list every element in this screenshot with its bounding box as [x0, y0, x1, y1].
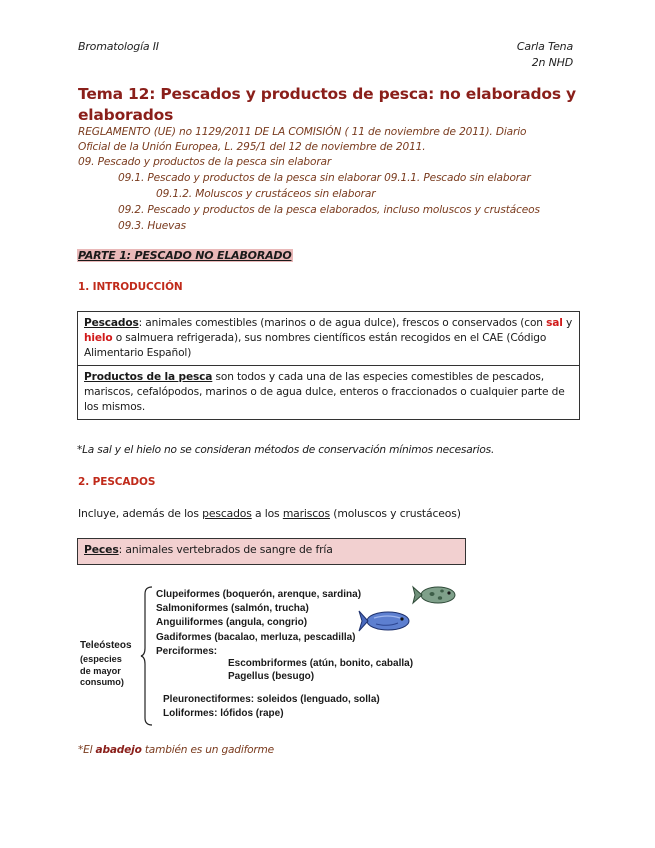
includes-pescados: pescados [202, 507, 252, 520]
regulation-line-6: 09.2. Pescado y productos de la pesca elaborados, incluso moluscos y crustáceos [118, 204, 540, 216]
includes-mariscos: mariscos [282, 507, 330, 520]
note-sal-hielo: *La sal y el hielo no se consideran métodos de conservación mínimos necesarios. [77, 444, 495, 456]
header-group: 2n NHD [531, 56, 573, 69]
includes-text-a: Incluye, además de los [78, 507, 203, 520]
footnote-text-a: *El [78, 744, 96, 756]
teleosteos-sub-3: consumo) [80, 677, 124, 687]
regulation-line-7: 09.3. Huevas [118, 220, 187, 232]
section-pescados: 2. PESCADOS [78, 476, 156, 488]
teleosteos-label: Teleósteos [80, 640, 132, 651]
fish-icon [412, 582, 462, 610]
peces-term: Peces [84, 543, 119, 556]
order-salmoniformes: Salmoniformes (salmón, trucha) [156, 603, 309, 614]
regulation-line-1: REGLAMENTO (UE) no 1129/2011 DE LA COMISIÓN ( 11 de noviembre de 2011). Diario [78, 126, 527, 138]
peces-text: : animales vertebrados de sangre de fría [118, 543, 333, 556]
includes-line [78, 507, 461, 520]
productos-text: son todos y cada una de las especies comestibles de pescados, mariscos, cefalópodos, marinos o de agua dulce, enteros o fraccionados o cualquier parte de los mismos. [84, 371, 565, 413]
definitions-box [77, 311, 580, 420]
section-introduccion: 1. INTRODUCCIÓN [78, 281, 183, 293]
brace-icon [140, 586, 154, 726]
fish-icon [358, 607, 414, 635]
pescados-term: Pescados [84, 317, 139, 329]
pescados-definition [78, 312, 579, 366]
order-perciformes: Perciformes: [156, 646, 218, 657]
footnote-abadejo-word: abadejo [95, 744, 142, 756]
includes-text-b: a los [251, 507, 283, 520]
regulation-line-3: 09. Pescado y productos de la pesca sin elaborar [78, 156, 332, 168]
footnote-abadejo [78, 744, 274, 756]
page-title [78, 84, 576, 126]
includes-text-c: (moluscos y crustáceos) [329, 507, 461, 520]
teleosteos-sublabel [80, 654, 124, 689]
footnote-text-b: también es un gadiforme [141, 744, 274, 756]
order-escombriformes: Escombriformes (atún, bonito, caballa) [228, 658, 414, 669]
productos-definition [78, 366, 579, 419]
header-author: Carla Tena [516, 40, 573, 53]
order-clupeiformes: Clupeiformes (boquerón, arenque, sardina) [156, 589, 362, 600]
order-anguiliformes: Anguiliformes (angula, congrio) [156, 617, 308, 628]
pescados-text-b: o salmuera refrigerada), sus nombres científicos están recogidos en el CAE (Código Alimentario Español) [84, 332, 547, 359]
y-word: y [565, 317, 573, 329]
title-line-2: elaborados [78, 106, 174, 124]
teleosteos-sub-1: (especies [80, 654, 122, 664]
order-gadiformes: Gadiformes (bacalao, merluza, pescadilla) [156, 632, 356, 643]
header-subject: Bromatología II [78, 40, 159, 53]
order-pagellus: Pagellus (besugo) [228, 671, 315, 682]
regulation-line-2: Oficial de la Unión Europea, L. 295/1 del 12 de noviembre de 2011. [78, 141, 426, 153]
peces-definition-box [77, 538, 466, 565]
order-pleuronectiformes: Pleuronectiformes: soleidos (lenguado, solla) [163, 694, 380, 705]
productos-term: Productos de la pesca [84, 371, 213, 383]
order-loliformes: Loliformes: lófidos (rape) [163, 708, 284, 719]
pescados-text-a: : animales comestibles (marinos o de agua dulce), frescos o conservados (con [138, 317, 547, 329]
teleosteos-sub-2: de mayor [80, 665, 121, 676]
sal-word: sal [546, 317, 563, 329]
hielo-word: hielo [84, 332, 113, 344]
regulation-line-5: 09.1.2. Moluscos y crustáceos sin elaborar [156, 188, 376, 200]
regulation-line-4: 09.1. Pescado y productos de la pesca sin elaborar 09.1.1. Pescado sin elaborar [118, 172, 531, 184]
title-line-1: Tema 12: Pescados y productos de pesca: no elaborados y [78, 85, 576, 103]
part-1-heading: PARTE 1: PESCADO NO ELABORADO [78, 249, 292, 262]
